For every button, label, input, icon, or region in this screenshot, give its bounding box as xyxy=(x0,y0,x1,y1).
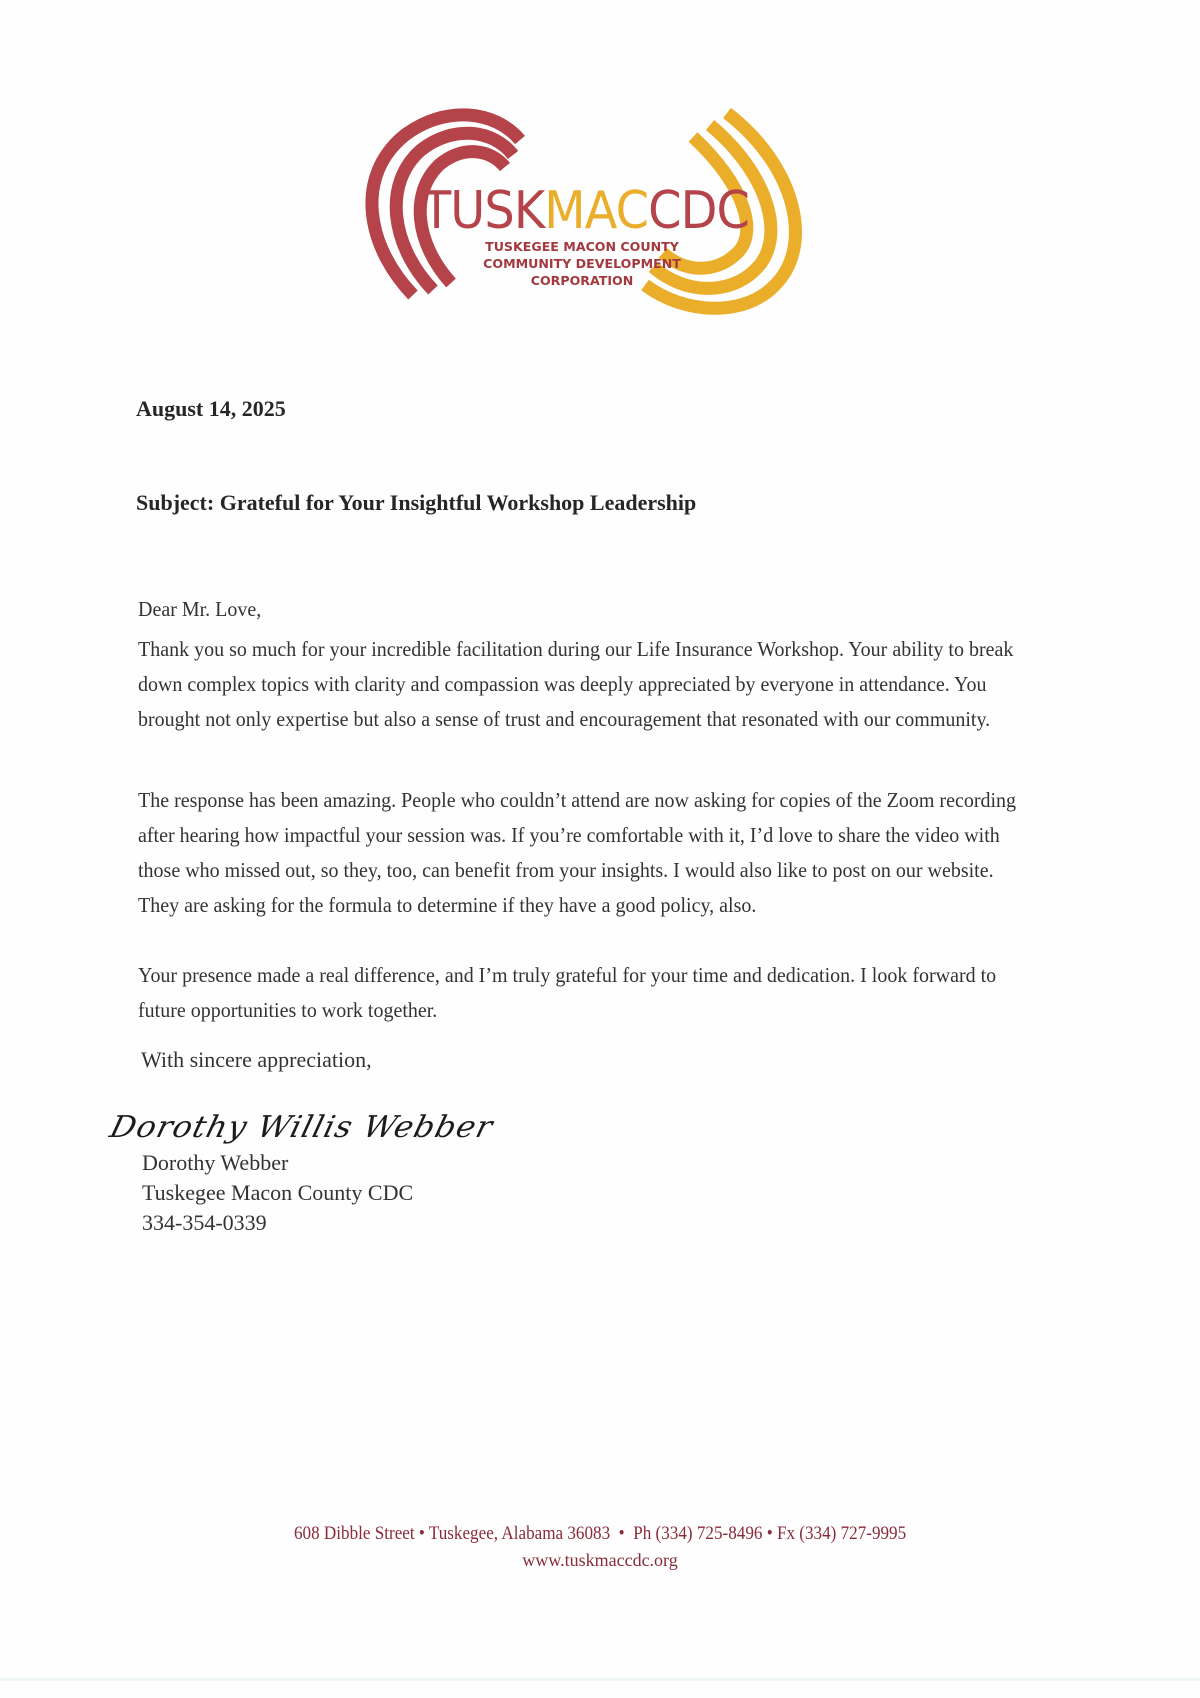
closing: With sincere appreciation, xyxy=(141,1047,372,1072)
footer-website: www.tuskmaccdc.org xyxy=(522,1550,678,1570)
signature-block xyxy=(142,1148,413,1238)
logo-word-tusk: TUSK xyxy=(422,181,545,241)
handwritten-signature: Dorothy Willis Webber xyxy=(106,1110,497,1145)
letterhead-footer xyxy=(0,1520,1200,1574)
body-paragraph: Thank you so much for your incredible facilitation during our Life Insurance Workshop. Your ability to break down complex topics with clarity and compassion was deeply appreciated by everyone in attendance. You brought not only expertise but also a sense of trust and encouragement that resonated with our community. xyxy=(138,637,1014,731)
logo-subtitle-line: TUSKEGEE MACON COUNTY xyxy=(485,239,679,254)
body-paragraph: The response has been amazing. People who couldn’t attend are now asking for copies of the Zoom recording after hearing how impactful your session was. If you’re comfortable with it, I’d love to share the video with those who missed out, so they, too, can benefit from your insights. I would also like to post on our website. They are asking for the formula to determine if they have a good policy, also. xyxy=(138,788,1017,917)
organization-logo xyxy=(355,105,865,335)
logo-subtitle-line: CORPORATION xyxy=(530,273,634,288)
body-paragraph: Your presence made a real difference, and I’m truly grateful for your time and dedication. I look forward to future opportunities to work together. xyxy=(138,963,997,1022)
logo-word-cdc: CDC xyxy=(648,181,750,241)
page-bottom-divider xyxy=(0,1678,1200,1681)
logo-word-mac: MAC xyxy=(544,181,649,241)
logo-subtitle-line: COMMUNITY DEVELOPMENT xyxy=(483,256,681,271)
signer-phone: 334-354-0339 xyxy=(142,1210,267,1235)
letter-date: August 14, 2025 xyxy=(136,396,286,421)
logo-subtitle xyxy=(467,238,697,289)
salutation: Dear Mr. Love, xyxy=(138,597,262,621)
logo-wordmark xyxy=(422,181,750,241)
signer-organization: Tuskegee Macon County CDC xyxy=(142,1180,414,1205)
footer-address: 608 Dibble Street • Tuskegee, Alabama 36083 • Ph (334) 725-8496 • Fx (334) 727-9995 xyxy=(293,1523,907,1544)
letter-subject: Subject: Grateful for Your Insightful Workshop Leadership xyxy=(136,490,697,515)
signer-name: Dorothy Webber xyxy=(142,1150,289,1175)
